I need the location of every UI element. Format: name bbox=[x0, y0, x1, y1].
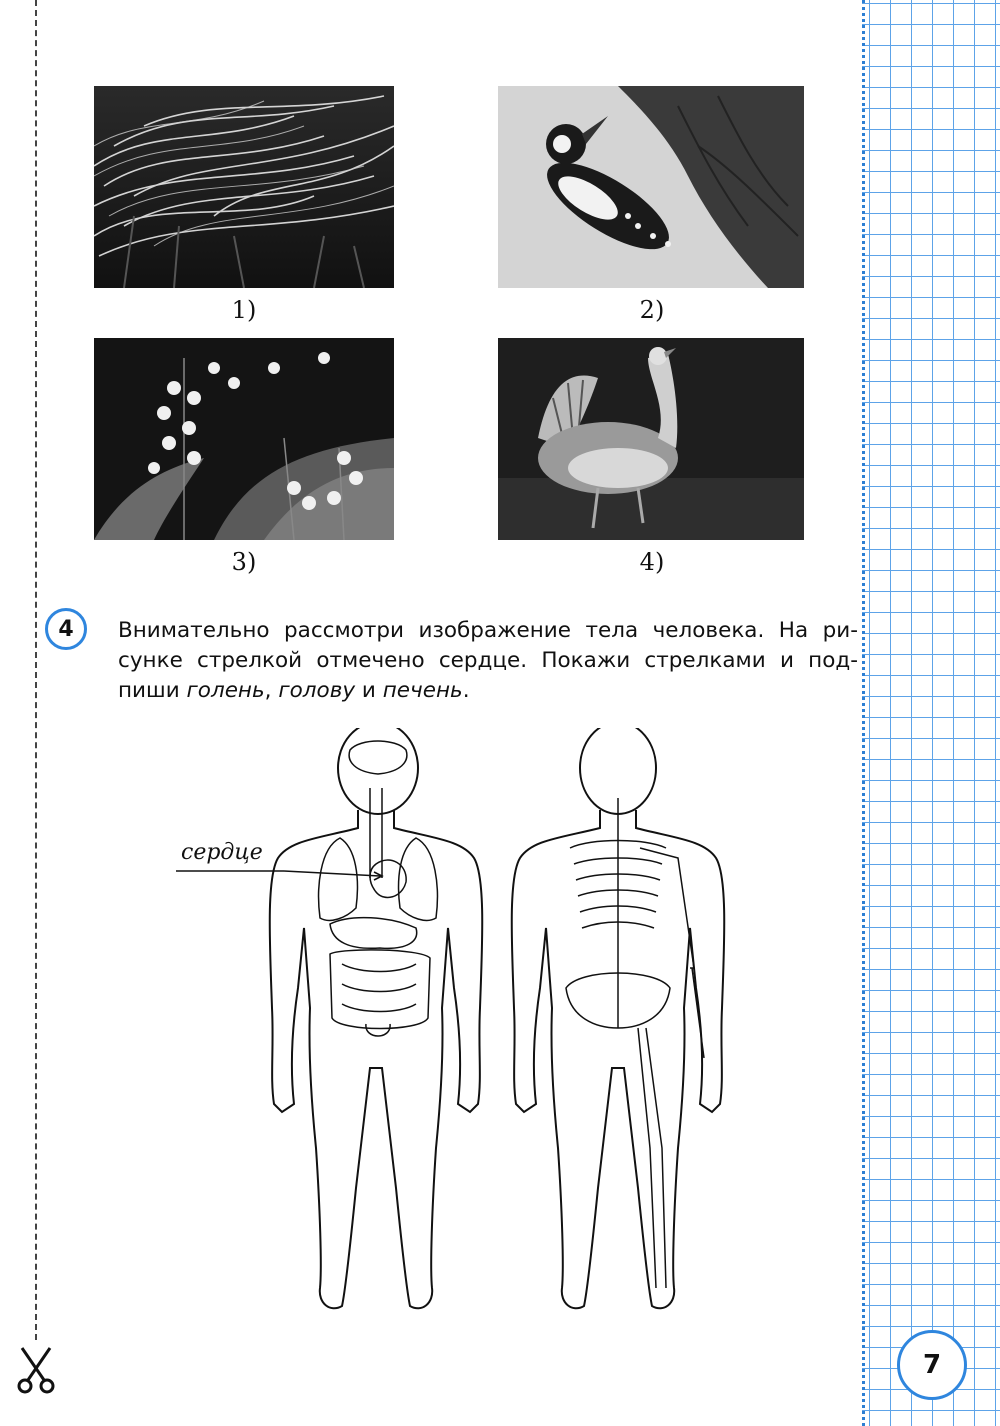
task-line: сунке стрелкой отмечено сердце. Покажи стрелками и под- bbox=[118, 648, 858, 673]
photo-caption: 4) bbox=[639, 548, 665, 576]
task-text-fragment: . bbox=[462, 678, 470, 703]
page-number-text: 7 bbox=[922, 1350, 942, 1380]
page-number bbox=[897, 1330, 967, 1400]
task-instruction bbox=[118, 616, 858, 706]
task-number: 4 bbox=[58, 616, 74, 642]
photo-caption: 3) bbox=[231, 548, 257, 576]
graph-paper-margin bbox=[862, 0, 1000, 1426]
term-shin: голень bbox=[186, 678, 265, 703]
scissors-icon bbox=[14, 1346, 58, 1398]
task-text-fragment: , bbox=[264, 678, 279, 703]
back-skeleton bbox=[566, 798, 704, 1288]
photo-great-bustard bbox=[498, 338, 804, 540]
heart-arrow bbox=[176, 871, 382, 880]
task-text-fragment: пиши bbox=[118, 678, 187, 703]
photo-woodpecker bbox=[498, 86, 804, 288]
photo-lily-of-the-valley bbox=[94, 338, 394, 540]
term-liver: печень bbox=[382, 678, 463, 703]
photo-caption: 1) bbox=[231, 296, 257, 324]
term-head: голову bbox=[278, 678, 356, 703]
task-text-fragment: и bbox=[355, 678, 383, 703]
heart-label: сердце bbox=[181, 840, 263, 865]
photo-caption: 2) bbox=[639, 296, 665, 324]
front-body-outline bbox=[270, 728, 483, 1308]
human-body-figure bbox=[170, 728, 730, 1332]
task-line bbox=[118, 676, 858, 706]
task-number-badge bbox=[45, 608, 87, 650]
task-line: Внимательно рассмотри изображение тела человека. На ри- bbox=[118, 618, 858, 643]
photo-feather-grass bbox=[94, 86, 394, 288]
cut-line bbox=[35, 0, 37, 1340]
front-organs bbox=[319, 741, 438, 1036]
